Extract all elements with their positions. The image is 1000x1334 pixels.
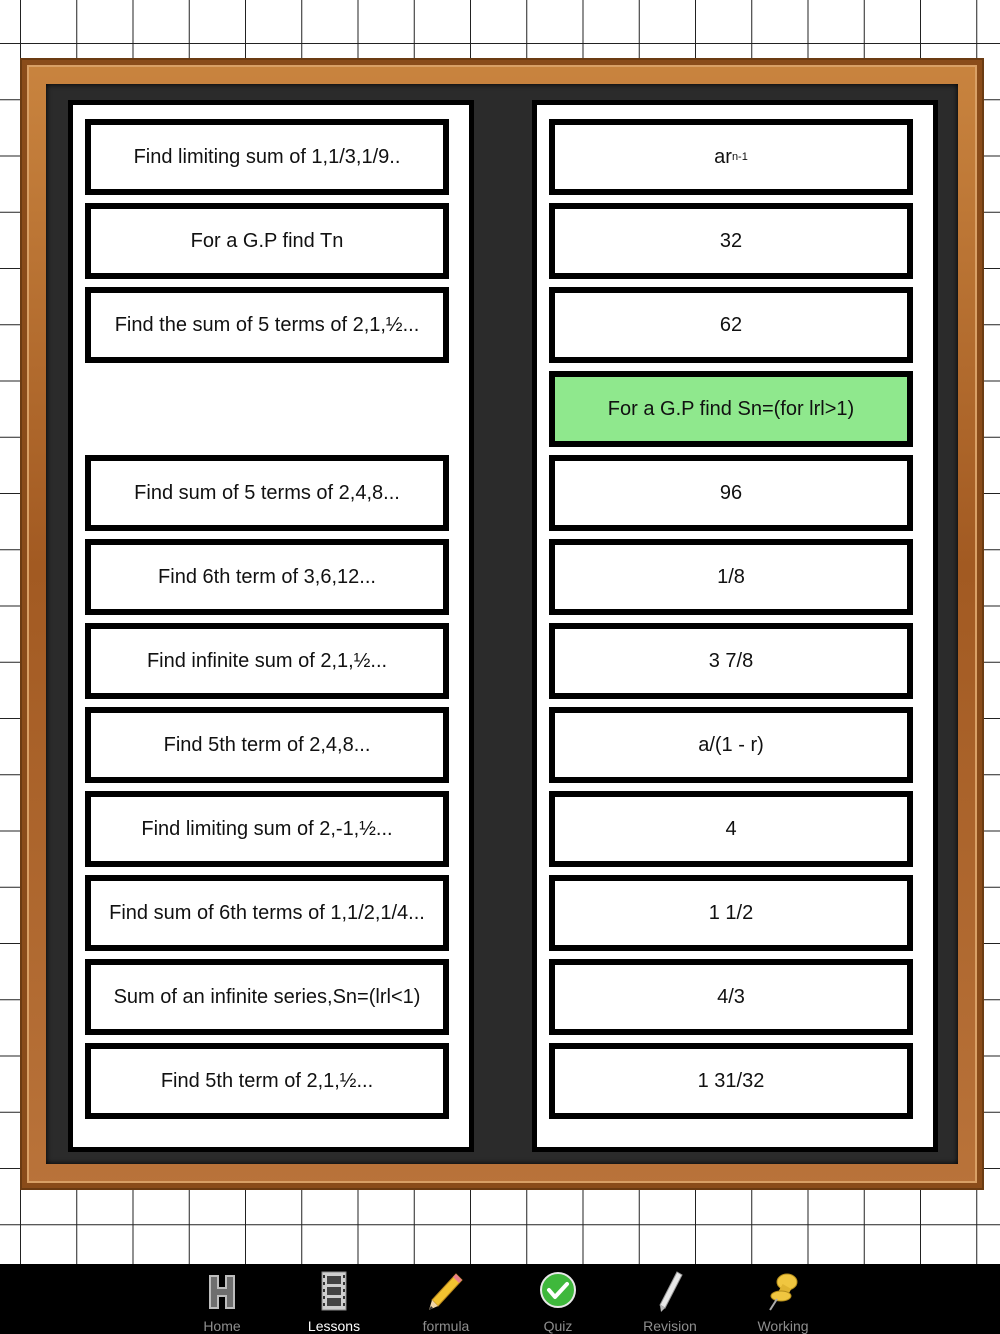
tab-revision[interactable] xyxy=(615,1264,725,1334)
question-card[interactable]: Find 5th term of 2,1,½... xyxy=(85,1043,449,1119)
chalkboard-frame xyxy=(20,58,984,1190)
answer-column xyxy=(532,100,938,1152)
question-card[interactable]: For a G.P find Tn xyxy=(85,203,449,279)
tab-home[interactable] xyxy=(167,1264,277,1334)
question-card[interactable]: Find sum of 5 terms of 2,4,8... xyxy=(85,455,449,531)
answer-formula-base: ar xyxy=(714,145,732,168)
answer-formula-exponent: n-1 xyxy=(731,151,748,163)
question-card[interactable]: Find sum of 6th terms of 1,1/2,1/4... xyxy=(85,875,449,951)
question-card[interactable]: Find infinite sum of 2,1,½... xyxy=(85,623,449,699)
question-card[interactable]: Find the sum of 5 terms of 2,1,½... xyxy=(85,287,449,363)
pencil-icon xyxy=(426,1270,466,1314)
answer-card[interactable]: a/(1 - r) xyxy=(549,707,913,783)
tab-lessons[interactable] xyxy=(279,1264,389,1334)
question-card[interactable]: Find limiting sum of 2,-1,½... xyxy=(85,791,449,867)
answer-card[interactable]: 62 xyxy=(549,287,913,363)
tab-formula-label: formula xyxy=(422,1318,470,1334)
tab-formula[interactable] xyxy=(391,1264,501,1334)
answer-card[interactable] xyxy=(549,119,913,195)
checkmark-icon xyxy=(538,1270,578,1314)
film-strip-icon xyxy=(314,1270,354,1314)
tab-quiz-label: Quiz xyxy=(543,1318,573,1334)
pen-icon xyxy=(650,1270,690,1314)
question-column xyxy=(68,100,474,1152)
question-card[interactable]: Find 6th term of 3,6,12... xyxy=(85,539,449,615)
tab-quiz[interactable] xyxy=(503,1264,613,1334)
question-card[interactable]: Sum of an infinite series,Sn=(lrl<1) xyxy=(85,959,449,1035)
home-h-icon xyxy=(202,1270,242,1314)
answer-card[interactable]: 96 xyxy=(549,455,913,531)
tab-lessons-label: Lessons xyxy=(307,1318,361,1334)
answer-card[interactable]: 4/3 xyxy=(549,959,913,1035)
tab-working[interactable] xyxy=(728,1264,838,1334)
question-card[interactable]: Find 5th term of 2,4,8... xyxy=(85,707,449,783)
answer-card[interactable]: 1/8 xyxy=(549,539,913,615)
tab-revision-label: Revision xyxy=(643,1318,697,1334)
tab-home-label: Home xyxy=(203,1318,241,1334)
answer-card[interactable]: 4 xyxy=(549,791,913,867)
chalkboard xyxy=(46,84,958,1164)
answer-card[interactable]: 1 31/32 xyxy=(549,1043,913,1119)
answer-card-matched[interactable]: For a G.P find Sn=(for lrl>1) xyxy=(549,371,913,447)
bottom-tab-bar xyxy=(0,1264,1000,1334)
answer-card[interactable]: 1 1/2 xyxy=(549,875,913,951)
question-card[interactable]: Find limiting sum of 1,1/3,1/9.. xyxy=(85,119,449,195)
answer-card[interactable]: 3 7/8 xyxy=(549,623,913,699)
tab-working-label: Working xyxy=(757,1318,809,1334)
question-card-empty-slot xyxy=(85,371,449,447)
answer-card[interactable]: 32 xyxy=(549,203,913,279)
pushpin-icon xyxy=(763,1270,803,1314)
